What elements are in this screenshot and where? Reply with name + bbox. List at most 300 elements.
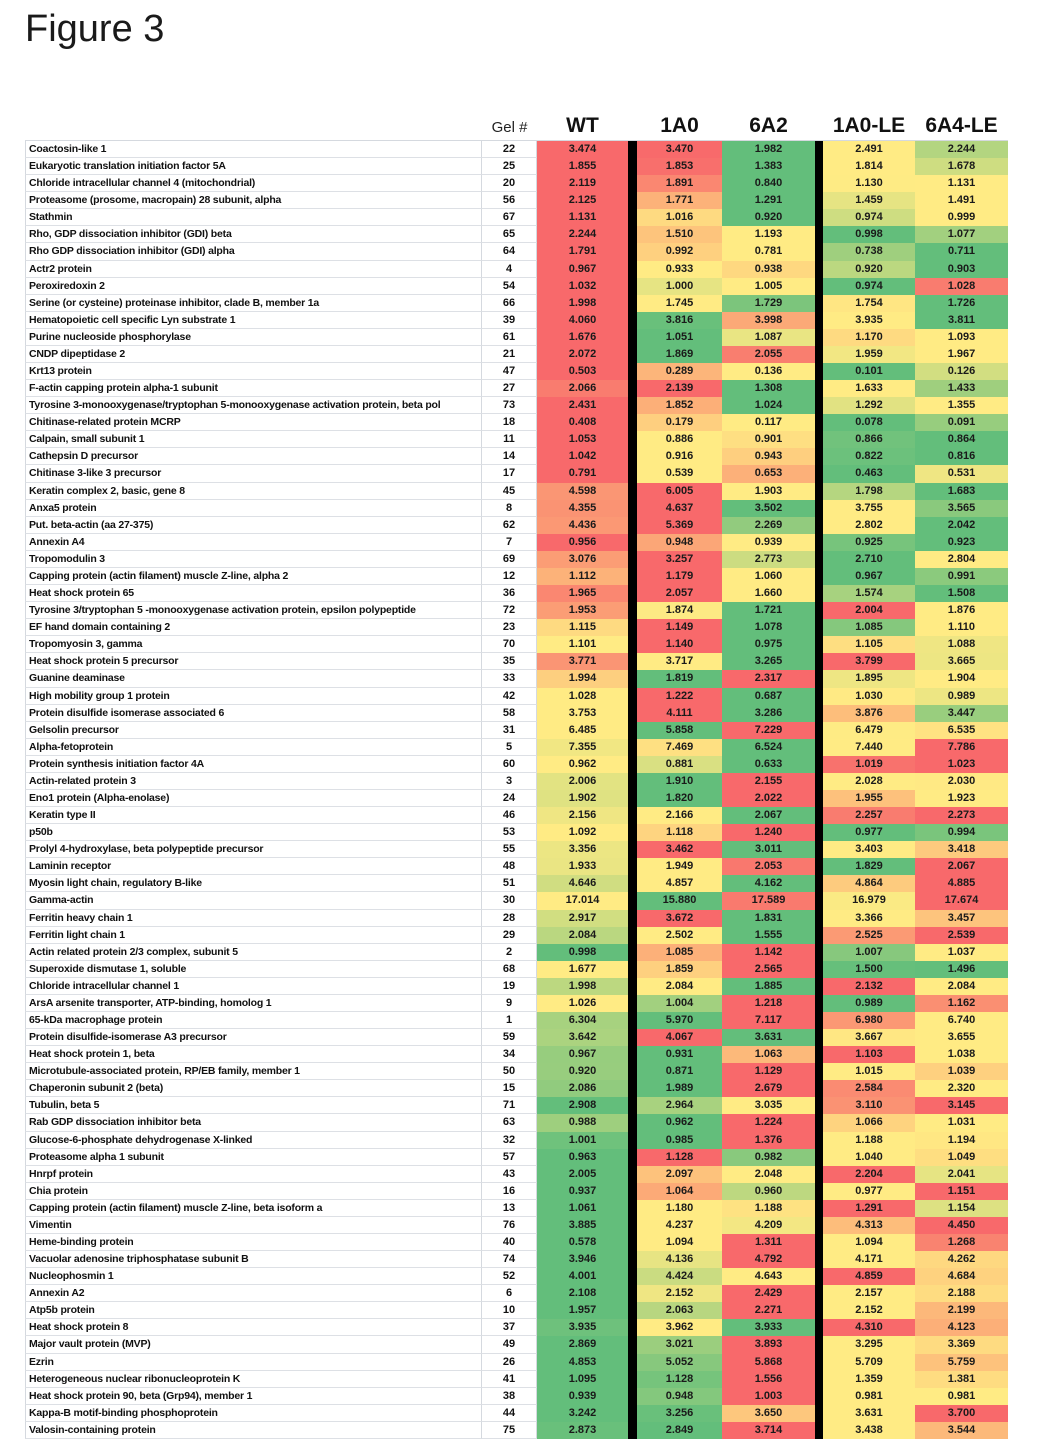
heatmap-value-cell: 1.085	[637, 944, 722, 961]
gel-number-cell: 48	[482, 858, 537, 875]
protein-name-cell: Annexin A4	[25, 534, 482, 551]
group-separator-bar	[628, 978, 637, 995]
table-row	[25, 141, 1008, 158]
heatmap-value-cell: 0.539	[637, 465, 722, 482]
heatmap-value-cell: 1.061	[537, 1200, 628, 1217]
table-row	[25, 1285, 1008, 1302]
heatmap-value-cell: 0.901	[722, 431, 815, 448]
heatmap-value-cell: 2.042	[915, 517, 1008, 534]
heatmap-value-cell: 0.101	[823, 363, 915, 380]
group-separator-bar	[628, 192, 637, 209]
heatmap-value-cell: 5.868	[722, 1354, 815, 1371]
group-separator-bar	[815, 790, 823, 807]
protein-name-cell: Chloride intracellular channel 4 (mitochondrial)	[25, 175, 482, 192]
heatmap-value-cell: 0.920	[722, 209, 815, 226]
protein-name-cell: Protein disulfide-isomerase A3 precursor	[25, 1029, 482, 1046]
heatmap-value-cell: 4.355	[537, 500, 628, 517]
gel-number-cell: 71	[482, 1097, 537, 1114]
heatmap-value-cell: 2.320	[915, 1080, 1008, 1097]
gel-number-cell: 20	[482, 175, 537, 192]
heatmap-value-cell: 4.885	[915, 875, 1008, 892]
group-separator-bar	[815, 858, 823, 875]
heatmap-value-cell: 1.895	[823, 670, 915, 687]
table-row	[25, 1029, 1008, 1046]
heatmap-value-cell: 0.962	[537, 756, 628, 773]
heatmap-value-cell: 3.265	[722, 653, 815, 670]
protein-name-cell: Chitinase-related protein MCRP	[25, 414, 482, 431]
heatmap-value-cell: 2.152	[637, 1285, 722, 1302]
group-separator-bar	[815, 1063, 823, 1080]
group-separator-bar	[815, 483, 823, 500]
group-separator-bar	[628, 278, 637, 295]
heatmap-value-cell: 3.447	[915, 705, 1008, 722]
group-separator-bar	[628, 517, 637, 534]
heatmap-value-cell: 1.170	[823, 329, 915, 346]
heatmap-value-cell: 0.974	[823, 209, 915, 226]
group-separator-bar	[628, 312, 637, 329]
heatmap-value-cell: 3.011	[722, 841, 815, 858]
table-row	[25, 1354, 1008, 1371]
heatmap-value-cell: 2.119	[537, 175, 628, 192]
heatmap-value-cell: 3.257	[637, 551, 722, 568]
group-separator-bar	[815, 243, 823, 260]
group-separator-bar	[628, 1302, 637, 1319]
gel-number-cell: 45	[482, 483, 537, 500]
heatmap-value-cell: 6.485	[537, 722, 628, 739]
protein-name-cell: Heat shock protein 5 precursor	[25, 653, 482, 670]
group-separator-bar	[815, 158, 823, 175]
protein-name-cell: Gelsolin precursor	[25, 722, 482, 739]
heatmap-value-cell: 0.408	[537, 414, 628, 431]
table-row	[25, 192, 1008, 209]
heatmap-value-cell: 1.874	[637, 602, 722, 619]
gel-number-cell: 40	[482, 1234, 537, 1251]
heatmap-value-cell: 2.156	[537, 807, 628, 824]
group-separator-bar	[815, 1166, 823, 1183]
heatmap-value-cell: 1.110	[915, 619, 1008, 636]
group-separator-bar	[628, 1097, 637, 1114]
group-separator-bar	[815, 380, 823, 397]
group-separator-bar	[815, 961, 823, 978]
group-separator-bar	[815, 944, 823, 961]
heatmap-value-cell: 5.970	[637, 1012, 722, 1029]
table-row	[25, 995, 1008, 1012]
gel-number-cell: 34	[482, 1046, 537, 1063]
table-row	[25, 1302, 1008, 1319]
group-separator-bar	[815, 448, 823, 465]
heatmap-value-cell: 1.001	[537, 1132, 628, 1149]
gel-number-cell: 2	[482, 944, 537, 961]
heatmap-value-cell: 3.650	[722, 1405, 815, 1422]
heatmap-value-cell: 3.110	[823, 1097, 915, 1114]
protein-name-cell: Heat shock protein 8	[25, 1319, 482, 1336]
table-row	[25, 175, 1008, 192]
heatmap-value-cell: 1.049	[915, 1149, 1008, 1166]
protein-name-cell: F-actin capping protein alpha-1 subunit	[25, 380, 482, 397]
gel-number-cell: 61	[482, 329, 537, 346]
heatmap-value-cell: 1.118	[637, 824, 722, 841]
heatmap-value-cell: 2.565	[722, 961, 815, 978]
group-separator-bar	[628, 1388, 637, 1405]
table-row	[25, 551, 1008, 568]
protein-name-cell: Ferritin heavy chain 1	[25, 910, 482, 927]
group-separator-bar	[815, 756, 823, 773]
group-separator-bar	[628, 141, 637, 158]
heatmap-value-cell: 2.908	[537, 1097, 628, 1114]
gel-number-cell: 72	[482, 602, 537, 619]
group-separator-bar	[815, 226, 823, 243]
heatmap-value-cell: 17.014	[537, 892, 628, 909]
heatmap-value-cell: 1.998	[537, 295, 628, 312]
heatmap-value-cell: 1.814	[823, 158, 915, 175]
gel-number-cell: 35	[482, 653, 537, 670]
heatmap-value-cell: 1.955	[823, 790, 915, 807]
protein-name-cell: p50b	[25, 824, 482, 841]
heatmap-value-cell: 2.086	[537, 1080, 628, 1097]
heatmap-value-cell: 1.128	[637, 1371, 722, 1388]
heatmap-value-cell: 3.502	[722, 500, 815, 517]
protein-name-cell: Annexin A2	[25, 1285, 482, 1302]
heatmap-value-cell: 1.949	[637, 858, 722, 875]
heatmap-value-cell: 4.237	[637, 1217, 722, 1234]
gel-number-cell: 23	[482, 619, 537, 636]
group-separator-bar	[815, 1097, 823, 1114]
group-separator-bar	[815, 927, 823, 944]
heatmap-value-cell: 1.677	[537, 961, 628, 978]
heatmap-value-cell: 0.117	[722, 414, 815, 431]
table-row	[25, 1132, 1008, 1149]
header-separator-spacer	[815, 103, 823, 140]
heatmap-value-cell: 2.710	[823, 551, 915, 568]
heatmap-value-cell: 1.491	[915, 192, 1008, 209]
protein-name-cell: Prolyl 4-hydroxylase, beta polypeptide precursor	[25, 841, 482, 858]
heatmap-value-cell: 4.162	[722, 875, 815, 892]
group-separator-bar	[815, 1183, 823, 1200]
gel-number-cell: 26	[482, 1354, 537, 1371]
heatmap-value-cell: 1.729	[722, 295, 815, 312]
group-separator-bar	[815, 602, 823, 619]
table-header-row	[25, 103, 1008, 140]
protein-name-cell: Laminin receptor	[25, 858, 482, 875]
heatmap-value-cell: 1.496	[915, 961, 1008, 978]
heatmap-value-cell: 0.126	[915, 363, 1008, 380]
heatmap-value-cell: 3.462	[637, 841, 722, 858]
heatmap-value-cell: 2.004	[823, 602, 915, 619]
heatmap-value-cell: 1.224	[722, 1114, 815, 1131]
heatmap-value-cell: 4.209	[722, 1217, 815, 1234]
heatmap-value-cell: 3.946	[537, 1251, 628, 1268]
group-separator-bar	[628, 261, 637, 278]
heatmap-value-cell: 15.880	[637, 892, 722, 909]
group-separator-bar	[815, 346, 823, 363]
gel-number-cell: 32	[482, 1132, 537, 1149]
group-separator-bar	[815, 705, 823, 722]
heatmap-value-cell: 2.244	[915, 141, 1008, 158]
gel-number-cell: 8	[482, 500, 537, 517]
heatmap-value-cell: 1.004	[637, 995, 722, 1012]
heatmap-value-cell: 0.578	[537, 1234, 628, 1251]
heatmap-value-cell: 0.653	[722, 465, 815, 482]
heatmap-value-cell: 2.804	[915, 551, 1008, 568]
table-row	[25, 1166, 1008, 1183]
heatmap-value-cell: 0.791	[537, 465, 628, 482]
table-row	[25, 1012, 1008, 1029]
heatmap-value-cell: 0.967	[537, 1046, 628, 1063]
table-row	[25, 585, 1008, 602]
gel-number-cell: 70	[482, 636, 537, 653]
heatmap-value-cell: 0.289	[637, 363, 722, 380]
group-separator-bar	[628, 739, 637, 756]
protein-name-cell: Myosin light chain, regulatory B-like	[25, 875, 482, 892]
group-separator-bar	[628, 636, 637, 653]
heatmap-value-cell: 1.015	[823, 1063, 915, 1080]
heatmap-value-cell: 0.840	[722, 175, 815, 192]
group-separator-bar	[815, 1388, 823, 1405]
group-separator-bar	[628, 1149, 637, 1166]
group-separator-bar	[628, 1251, 637, 1268]
group-separator-bar	[628, 414, 637, 431]
heatmap-value-cell: 2.005	[537, 1166, 628, 1183]
heatmap-value-cell: 1.959	[823, 346, 915, 363]
heatmap-value-cell: 3.242	[537, 1405, 628, 1422]
heatmap-value-cell: 3.457	[915, 910, 1008, 927]
table-row	[25, 1097, 1008, 1114]
heatmap-value-cell: 6.304	[537, 1012, 628, 1029]
group-separator-bar	[815, 1114, 823, 1131]
heatmap-value-cell: 2.802	[823, 517, 915, 534]
heatmap-value-cell: 2.084	[915, 978, 1008, 995]
gel-number-cell: 13	[482, 1200, 537, 1217]
heatmap-value-cell: 0.816	[915, 448, 1008, 465]
group-separator-bar	[815, 295, 823, 312]
heatmap-value-cell: 1.965	[537, 585, 628, 602]
group-separator-bar	[628, 602, 637, 619]
protein-name-cell: Glucose-6-phosphate dehydrogenase X-linked	[25, 1132, 482, 1149]
table-row	[25, 1405, 1008, 1422]
group-separator-bar	[628, 1234, 637, 1251]
heatmap-value-cell: 1.093	[915, 329, 1008, 346]
heatmap-value-cell: 0.136	[722, 363, 815, 380]
protein-name-cell: Tubulin, beta 5	[25, 1097, 482, 1114]
heatmap-value-cell: 1.142	[722, 944, 815, 961]
heatmap-value-cell: 1.355	[915, 397, 1008, 414]
heatmap-value-cell: 1.039	[915, 1063, 1008, 1080]
heatmap-value-cell: 1.188	[722, 1200, 815, 1217]
heatmap-value-cell: 4.310	[823, 1319, 915, 1336]
group-separator-bar	[815, 500, 823, 517]
protein-name-cell: Actin related protein 2/3 complex, subunit 5	[25, 944, 482, 961]
gel-number-cell: 68	[482, 961, 537, 978]
heatmap-value-cell: 1.678	[915, 158, 1008, 175]
heatmap-value-cell: 3.962	[637, 1319, 722, 1336]
heatmap-value-cell: 1.891	[637, 175, 722, 192]
heatmap-value-cell: 0.923	[915, 534, 1008, 551]
table-row	[25, 1422, 1008, 1439]
gel-number-cell: 11	[482, 431, 537, 448]
heatmap-value-cell: 1.154	[915, 1200, 1008, 1217]
group-separator-bar	[628, 1132, 637, 1149]
protein-name-cell: Atp5b protein	[25, 1302, 482, 1319]
group-separator-bar	[628, 910, 637, 927]
gel-number-cell: 41	[482, 1371, 537, 1388]
heatmap-value-cell: 3.655	[915, 1029, 1008, 1046]
heatmap-value-cell: 1.016	[637, 209, 722, 226]
table-row	[25, 602, 1008, 619]
group-separator-bar	[815, 688, 823, 705]
heatmap-value-cell: 4.060	[537, 312, 628, 329]
heatmap-value-cell: 0.687	[722, 688, 815, 705]
protein-name-cell: Keratin complex 2, basic, gene 8	[25, 483, 482, 500]
group-separator-bar	[628, 1029, 637, 1046]
heatmap-value-cell: 1.032	[537, 278, 628, 295]
heatmap-value-cell: 1.218	[722, 995, 815, 1012]
table-row	[25, 739, 1008, 756]
heatmap-value-cell: 4.792	[722, 1251, 815, 1268]
table-row	[25, 722, 1008, 739]
gel-number-cell: 1	[482, 1012, 537, 1029]
protein-name-cell: Heat shock protein 1, beta	[25, 1046, 482, 1063]
heatmap-value-cell: 1.024	[722, 397, 815, 414]
heatmap-value-cell: 2.188	[915, 1285, 1008, 1302]
group-separator-bar	[628, 397, 637, 414]
heatmap-value-cell: 0.781	[722, 243, 815, 260]
heatmap-value-cell: 2.431	[537, 397, 628, 414]
heatmap-value-cell: 6.535	[915, 722, 1008, 739]
heatmap-value-cell: 1.831	[722, 910, 815, 927]
protein-name-cell: Coactosin-like 1	[25, 141, 482, 158]
protein-name-cell: Heat shock protein 65	[25, 585, 482, 602]
group-separator-bar	[815, 414, 823, 431]
heatmap-value-cell: 3.755	[823, 500, 915, 517]
protein-name-cell: ArsA arsenite transporter, ATP-binding, homolog 1	[25, 995, 482, 1012]
table-row	[25, 1336, 1008, 1353]
group-separator-bar	[628, 790, 637, 807]
heatmap-value-cell: 7.786	[915, 739, 1008, 756]
heatmap-value-cell: 1.820	[637, 790, 722, 807]
heatmap-value-cell: 4.646	[537, 875, 628, 892]
group-separator-bar	[628, 585, 637, 602]
heatmap-value-cell: 3.771	[537, 653, 628, 670]
table-row	[25, 278, 1008, 295]
gel-number-cell: 31	[482, 722, 537, 739]
heatmap-value-cell: 1.019	[823, 756, 915, 773]
heatmap-value-cell: 0.981	[823, 1388, 915, 1405]
column-header-1a0-le: 1A0-LE	[832, 114, 906, 137]
heatmap-value-cell: 1.721	[722, 602, 815, 619]
group-separator-bar	[815, 397, 823, 414]
heatmap-value-cell: 0.977	[823, 824, 915, 841]
heatmap-value-cell: 0.988	[537, 1114, 628, 1131]
heatmap-value-cell: 0.989	[915, 688, 1008, 705]
heatmap-value-cell: 1.115	[537, 619, 628, 636]
group-separator-bar	[628, 1063, 637, 1080]
heatmap-value-cell: 3.998	[722, 312, 815, 329]
gel-number-cell: 59	[482, 1029, 537, 1046]
table-row	[25, 534, 1008, 551]
gel-number-cell: 12	[482, 568, 537, 585]
heatmap-value-cell: 5.052	[637, 1354, 722, 1371]
heatmap-value-cell: 1.101	[537, 636, 628, 653]
heatmap-value-cell: 1.040	[823, 1149, 915, 1166]
heatmap-value-cell: 1.151	[915, 1183, 1008, 1200]
heatmap-value-cell: 3.935	[823, 312, 915, 329]
protein-name-cell: Tropomodulin 3	[25, 551, 482, 568]
table-row	[25, 209, 1008, 226]
heatmap-value-cell: 2.067	[722, 807, 815, 824]
heatmap-value-cell: 4.111	[637, 705, 722, 722]
group-separator-bar	[815, 910, 823, 927]
table-row	[25, 1268, 1008, 1285]
heatmap-value-cell: 0.937	[537, 1183, 628, 1200]
table-row	[25, 653, 1008, 670]
table-row	[25, 1200, 1008, 1217]
group-separator-bar	[815, 1319, 823, 1336]
group-separator-bar	[815, 1285, 823, 1302]
group-separator-bar	[628, 1012, 637, 1029]
heatmap-value-cell: 16.979	[823, 892, 915, 909]
heatmap-value-cell: 2.030	[915, 773, 1008, 790]
group-separator-bar	[628, 209, 637, 226]
heatmap-value-cell: 1.085	[823, 619, 915, 636]
group-separator-bar	[815, 551, 823, 568]
heatmap-value-cell: 0.999	[915, 209, 1008, 226]
heatmap-value-cell: 1.876	[915, 602, 1008, 619]
heatmap-value-cell: 2.849	[637, 1422, 722, 1439]
column-header-1a0: 1A0	[660, 114, 699, 137]
group-separator-bar	[628, 1371, 637, 1388]
table-row	[25, 892, 1008, 909]
heatmap-value-cell: 4.123	[915, 1319, 1008, 1336]
heatmap-value-cell: 3.935	[537, 1319, 628, 1336]
group-separator-bar	[815, 1217, 823, 1234]
protein-name-cell: Tyrosine 3-monooxygenase/tryptophan 5-monooxygenase activation protein, beta pol	[25, 397, 482, 414]
heatmap-value-cell: 4.853	[537, 1354, 628, 1371]
heatmap-value-cell: 1.459	[823, 192, 915, 209]
heatmap-value-cell: 0.989	[823, 995, 915, 1012]
gel-number-cell: 62	[482, 517, 537, 534]
group-separator-bar	[815, 1132, 823, 1149]
gel-number-cell: 14	[482, 448, 537, 465]
gel-number-cell: 6	[482, 1285, 537, 1302]
heatmap-value-cell: 0.956	[537, 534, 628, 551]
gel-number-cell: 27	[482, 380, 537, 397]
protein-name-cell: Tropomyosin 3, gamma	[25, 636, 482, 653]
group-separator-bar	[815, 141, 823, 158]
heatmap-value-cell: 0.091	[915, 414, 1008, 431]
heatmap-value-cell: 1.222	[637, 688, 722, 705]
table-row	[25, 1149, 1008, 1166]
group-separator-bar	[815, 312, 823, 329]
heatmap-value-cell: 3.438	[823, 1422, 915, 1439]
heatmap-value-cell: 1.885	[722, 978, 815, 995]
heatmap-value-cell: 3.631	[722, 1029, 815, 1046]
gel-number-cell: 60	[482, 756, 537, 773]
heatmap-value-cell: 2.139	[637, 380, 722, 397]
heatmap-value-cell: 1.095	[537, 1371, 628, 1388]
heatmap-value-cell: 0.982	[722, 1149, 815, 1166]
protein-name-cell: Heme-binding protein	[25, 1234, 482, 1251]
heatmap-value-cell: 1.376	[722, 1132, 815, 1149]
heatmap-value-cell: 0.531	[915, 465, 1008, 482]
table-row	[25, 944, 1008, 961]
group-separator-bar	[628, 927, 637, 944]
heatmap-value-cell: 2.028	[823, 773, 915, 790]
heatmap-value-cell: 0.967	[823, 568, 915, 585]
group-separator-bar	[628, 807, 637, 824]
heatmap-value-cell: 6.479	[823, 722, 915, 739]
heatmap-value-cell: 1.989	[637, 1080, 722, 1097]
gel-number-cell: 63	[482, 1114, 537, 1131]
